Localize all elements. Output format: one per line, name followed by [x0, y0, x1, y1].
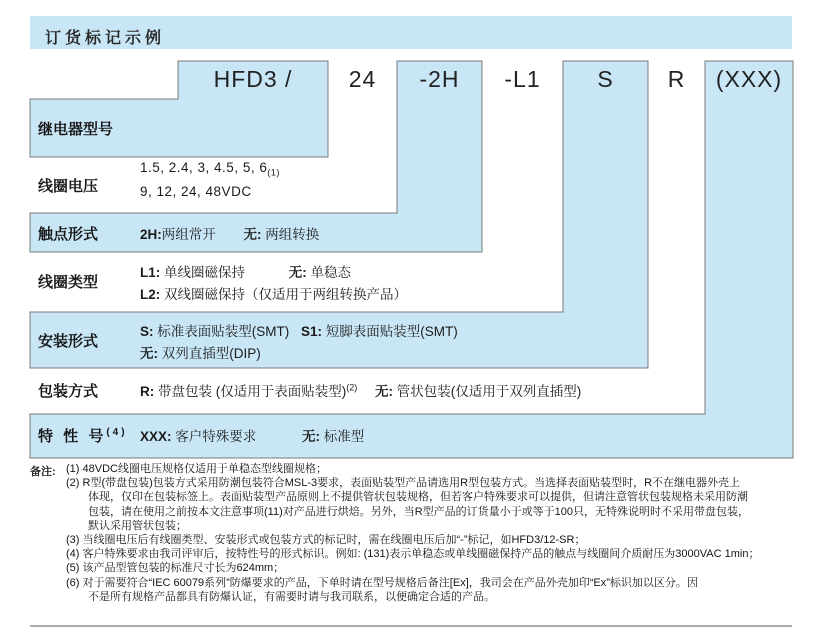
row-label-packaging: 包装方式	[38, 383, 99, 400]
packaging-footnote: (2)	[346, 382, 358, 393]
contact-opt1-val: 两组常开	[161, 227, 216, 242]
mounting-opt2-val: 短脚表面贴装型(SMT)	[325, 324, 458, 339]
part-segment-model: HFD3 /	[213, 66, 293, 92]
note-line: (4) 客户特殊要求由我司评审后，按特性号的形式标识。例如: (131)表示单稳态或单线圈磁保持产品的触点与线圈间介质耐压为3000VAC 1min；	[66, 548, 760, 561]
note-line: 体现，仅印在包装标签上。表面贴装型产品原则上不提供管状包装规格，但若客户特殊要求可以提供，但请注意管状包装规格未采用防潮	[88, 491, 748, 504]
coil-type-opt1-key: L1:	[140, 265, 161, 280]
coil-voltage-footnote: (1)	[267, 167, 280, 178]
row-label-contact-form: 触点形式	[38, 226, 99, 243]
packaging-opt1-val: 带盘包装 (仅适用于表面贴装型)	[158, 384, 347, 399]
note-line: (2) R型(带盘包装)包装方式采用防潮包装符合MSL-3要求，表面贴装型产品请选用R型包装方式。当选择表面贴装型时，R不在继电器外壳上	[66, 477, 741, 490]
note-line: (1) 48VDC线圈电压规格仅适用于单稳态型线圈规格；	[66, 463, 327, 475]
note-line: 包装，请在使用之前按本文注意事项(11)对产品进行烘焙。另外，当R型产品的订货量小于或等于100只，无特殊说明时不采用带盘包装，	[88, 505, 750, 518]
notes-block	[30, 462, 802, 604]
feature-label-text: 特 性 号	[38, 428, 107, 445]
contact-opt2-val: 两组转换	[265, 227, 320, 242]
note-line: (3) 当线圈电压后有线圈类型、安装形式或包装方式的标记时，需在线圈电压后加“-”标记，如HFD3/12-SR；	[66, 534, 586, 547]
feature-opt1-val: 客户特殊要求	[175, 429, 257, 444]
feature-opt1-key: XXX:	[140, 429, 172, 444]
part-segment-feature: (XXX)	[715, 66, 783, 92]
part-segment-coiltype: -L1	[504, 66, 541, 92]
section-title: 订货标记示例	[45, 30, 166, 47]
packaging-options	[140, 380, 581, 400]
note-line: 不是所有规格产品都具有防爆认证，有需要时请与我司联系，以便确定合适的产品。	[88, 590, 495, 603]
coil-voltage-line2	[140, 184, 252, 199]
coil-voltage-values-2: 9, 12, 24, 48VDC	[140, 184, 252, 199]
coil-voltage-values-1: 1.5, 2.4, 3, 4.5, 5, 6	[140, 160, 268, 175]
notes-label: 备注:	[30, 466, 56, 478]
coil-type-line1	[140, 261, 351, 281]
coil-type-opt2-key: 无:	[288, 265, 307, 280]
row-label-feature-no	[38, 425, 128, 446]
contact-opt2-key: 无:	[243, 227, 262, 242]
mounting-line2	[140, 342, 261, 362]
packaging-opt2-key: 无:	[375, 384, 394, 399]
mounting-opt2-key: S1:	[301, 324, 323, 339]
mounting-opt1-val: 标准表面贴装型(SMT)	[157, 324, 290, 339]
contact-form-options	[140, 223, 319, 243]
note-line: 默认采用管状包装；	[88, 519, 187, 532]
coil-type-opt1-val: 单线圈磁保持	[164, 265, 246, 280]
coil-type-line2	[140, 283, 407, 303]
note-line: (5) 该产品型管包装的标准尺寸长为624mm；	[66, 562, 285, 575]
mounting-opt3-key: 无:	[140, 346, 158, 361]
coil-type-opt2-val: 单稳态	[310, 265, 352, 280]
feature-label-footnote: (4)	[106, 427, 128, 438]
coil-type-opt3-key: L2:	[140, 287, 161, 302]
part-segment-contact: -2H	[419, 66, 460, 92]
row-label-coil-type: 线圈类型	[38, 274, 99, 291]
mounting-opt1-key: S:	[140, 324, 154, 339]
feature-opt2-val: 标准型	[323, 429, 365, 444]
feature-opt2-key: 无:	[302, 429, 321, 444]
row-label-relay-model: 继电器型号	[38, 121, 114, 138]
coil-type-opt3-val: 双线圈磁保持（仅适用于两组转换产品）	[164, 287, 408, 302]
part-segment-voltage: 24	[348, 66, 377, 92]
note-line: (6) 对于需要符合“IEC 60079系列”防爆要求的产品，下单时请在型号规格后备注[Ex]，我司会在产品外壳加印“Ex”标识加以区分。因	[66, 576, 698, 589]
feature-options	[140, 425, 364, 445]
row-label-mounting: 安装形式	[38, 333, 99, 350]
mounting-line1	[140, 320, 458, 340]
part-segment-mounting: S	[597, 66, 614, 92]
row-label-coil-voltage: 线圈电压	[38, 178, 99, 195]
packaging-opt1-key: R:	[140, 384, 155, 399]
packaging-opt2-val: 管状包装(仅适用于双列直插型)	[396, 384, 582, 399]
contact-opt1-key: 2H:	[140, 227, 162, 242]
part-segment-packaging: R	[667, 66, 686, 92]
coil-voltage-line1	[140, 160, 280, 178]
mounting-opt3-val: 双列直插型(DIP)	[161, 346, 261, 361]
